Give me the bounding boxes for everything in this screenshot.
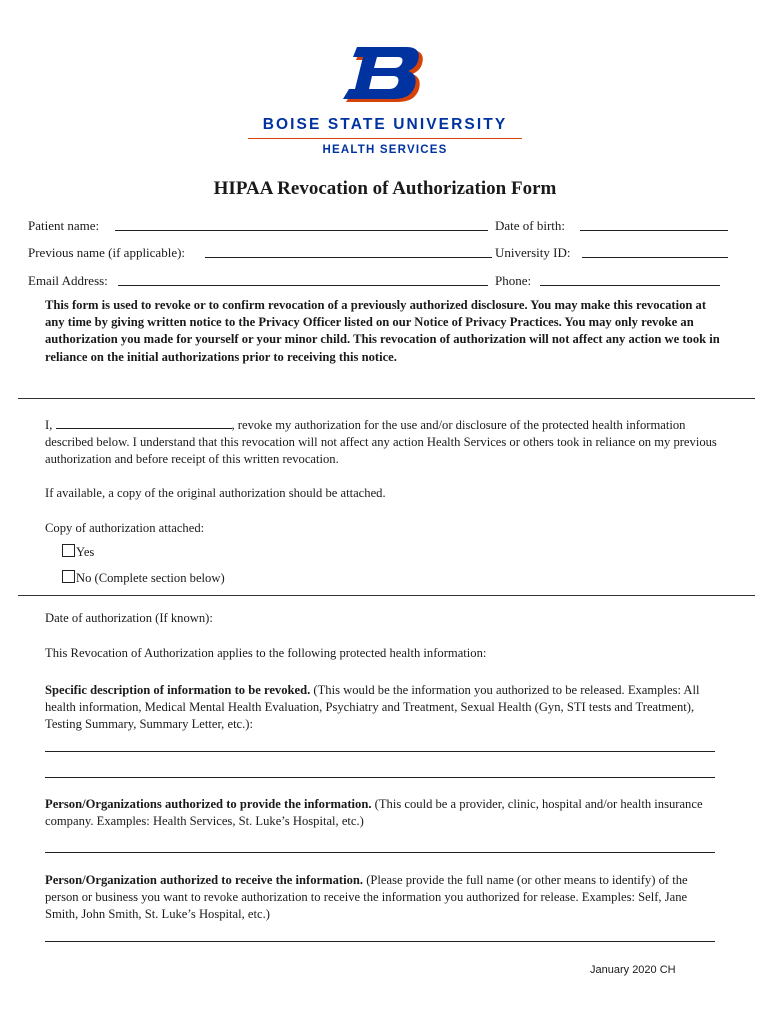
university-name: BOISE STATE UNIVERSITY [262,116,508,133]
receive-line[interactable] [45,941,715,942]
date-of-birth-label: Date of birth: [495,218,566,233]
copy-attached-label: Copy of authorization attached: [45,521,205,535]
section-divider-2 [18,595,755,596]
email-field[interactable] [118,285,488,286]
page-title: HIPAA Revocation of Authorization Form [213,178,557,199]
statement-name-field[interactable] [56,416,232,429]
specific-line-1[interactable] [45,751,715,752]
attach-note: If available, a copy of the original authorization should be attached. [45,486,386,500]
email-label: Email Address: [28,273,108,288]
previous-name-label: Previous name (if applicable): [28,245,186,260]
specific-line-2[interactable] [45,777,715,778]
intro-paragraph: This form is used to revoke or to confirm revocation of a previously authorized disclosure. You may make this revocation at any time by giving written notice to the Privacy Officer listed on our Notice of Privacy Practices. You may only revoke an authorization you made for yourself or your minor child. This revocation of authorization will not affect any action we took in reliance on the initial authorizations prior to receiving this notice. [45,298,720,364]
university-id-label: University ID: [495,245,571,260]
date-of-birth-field[interactable] [580,230,728,231]
revocation-statement [45,416,721,469]
receive-description [45,872,721,924]
yes-checkbox[interactable] [62,544,75,557]
specific-text: (This would be the information you authorized to be released. Examples: All health information, Medical Mental Health Evaluation, Psychiatry and Treatment, Sexual Health (Gyn, STI tests and Treatment), Testing Summary, Summary Letter, etc.): [45,683,700,732]
yes-label: Yes [76,545,95,559]
receive-heading: Person/Organization authorized to receive the information. [45,873,364,887]
date-of-authorization-label: Date of authorization (If known): [45,611,213,625]
header-divider [248,138,522,139]
footer-date: January 2020 CH [590,964,676,976]
patient-name-label: Patient name: [28,218,100,233]
statement-text: , revoke my authorization for the use and/or disclosure of the protected health information described below. I understand that this revocation will not affect any action Health Services or others took in reliance on my previous authorization and before receipt of this written revocation. [45,418,717,467]
university-id-field[interactable] [582,257,728,258]
provide-line[interactable] [45,852,715,853]
provide-text: (This could be a provider, clinic, hospital and/or health insurance company. Examples: Health Services, St. Luke’s Hospital, etc.) [45,797,703,829]
university-logo [340,44,430,106]
phone-field[interactable] [540,285,720,286]
provide-description [45,796,735,830]
department-name: HEALTH SERVICES [322,144,448,156]
specific-description [45,682,721,734]
no-label: No (Complete section below) [76,571,225,585]
statement-prefix: I, [45,418,53,432]
specific-heading: Specific description of information to be revoked. [45,683,311,697]
provide-heading: Person/Organizations authorized to provide the information. [45,797,372,811]
patient-name-field[interactable] [115,230,488,231]
block-b-logo-icon [340,44,430,106]
no-checkbox[interactable] [62,570,75,583]
previous-name-field[interactable] [205,257,492,258]
section-divider-1 [18,398,755,399]
receive-text: (Please provide the full name (or other means to identify) of the person or business you want to revoke authorization to receive the information you authorized for release. Examples: Self, Jane Smith, John Smith, St. Luke’s Hospital, etc.) [45,873,688,922]
applies-to-text: This Revocation of Authorization applies to the following protected health information: [45,646,487,660]
copy-no-option[interactable] [62,570,225,587]
phone-label: Phone: [495,273,532,288]
copy-yes-option[interactable] [62,544,94,561]
